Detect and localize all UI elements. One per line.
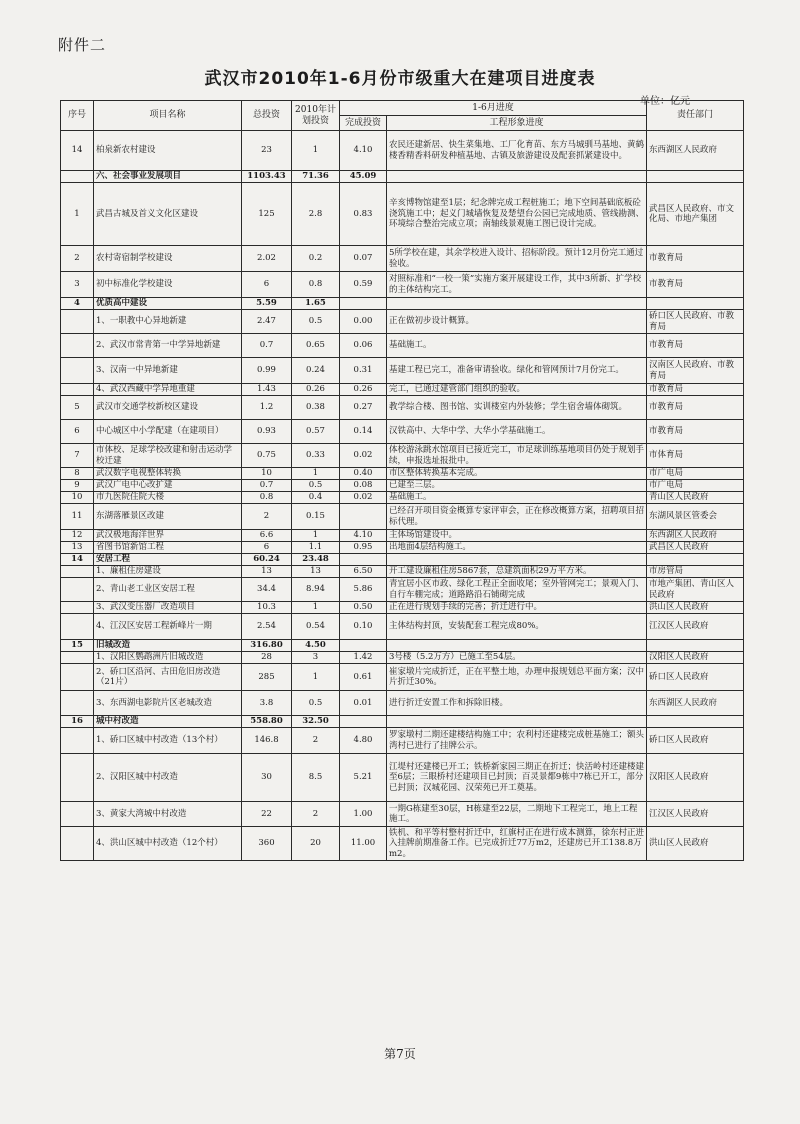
row-seq: 13 [61,542,94,554]
row-dept: 市教育局 [647,396,744,420]
row-progress: 进行折迁安置工作和拆除旧楼。 [387,691,647,716]
row-progress: 一期G栋建至30层，H栋建至22层，二期地下工程完工，地上工程施工。 [387,802,647,827]
header-done: 完成投资 [340,116,387,131]
row-total: 6 [242,542,292,554]
row-seq [61,802,94,827]
row-total: 285 [242,664,292,691]
table-row [61,578,744,602]
row-progress: 已建至三层。 [387,480,647,492]
table-row [61,358,744,384]
row-plan: 1 [292,664,340,691]
row-plan: 1 [292,530,340,542]
row-seq [61,614,94,640]
row-progress: 基础施工。 [387,334,647,358]
table-row [61,530,744,542]
row-seq [61,171,94,183]
row-total: 0.93 [242,420,292,444]
row-name: 2、硚口区沿河、古田危旧房改造（21片） [94,664,242,691]
row-progress [387,554,647,566]
row-progress [387,640,647,652]
row-name: 3、武汉变压器厂改造项目 [94,602,242,614]
row-progress: 市区整体转换基本完成。 [387,468,647,480]
row-name: 2、武汉市常青第一中学异地新建 [94,334,242,358]
attachment-label: 附件二 [58,36,107,54]
row-progress: 罗家墩村二期还建楼结构施工中；农利村还建楼完成桩基施工；额头湾村已进行了挂牌公示。 [387,728,647,754]
row-dept: 硚口区人民政府 [647,664,744,691]
page-number: 第7页 [384,1047,416,1061]
row-plan: 0.8 [292,272,340,298]
table-row [61,444,744,468]
table-row [61,691,744,716]
row-plan: 0.5 [292,691,340,716]
row-plan: 0.38 [292,396,340,420]
row-plan: 0.15 [292,504,340,530]
row-done: 1.00 [340,802,387,827]
row-seq [61,334,94,358]
row-name: 2、青山老工业区安居工程 [94,578,242,602]
row-done: 0.50 [340,602,387,614]
row-done: 5.86 [340,578,387,602]
row-name: 2、汉阳区城中村改造 [94,754,242,802]
header-seq: 序号 [61,101,94,131]
table-row [61,183,744,246]
table-row [61,566,744,578]
row-total: 10 [242,468,292,480]
row-total: 1103.43 [242,171,292,183]
row-name: 武汉极地海洋世界 [94,530,242,542]
table-row [61,420,744,444]
row-done: 4.80 [340,728,387,754]
row-total: 360 [242,827,292,861]
table-row [61,492,744,504]
row-dept [647,298,744,310]
row-dept: 市广电局 [647,468,744,480]
row-dept [647,640,744,652]
row-total: 22 [242,802,292,827]
row-done: 0.02 [340,492,387,504]
row-plan: 2 [292,802,340,827]
row-seq: 8 [61,468,94,480]
table-row [61,602,744,614]
row-progress: 对照标准和“一校一策”实施方案开展建设工作，其中3所新、扩学校的主体结构完工。 [387,272,647,298]
table-row [61,664,744,691]
row-plan: 0.5 [292,480,340,492]
row-done: 0.06 [340,334,387,358]
row-dept: 汉南区人民政府、市教育局 [647,358,744,384]
row-seq [61,691,94,716]
row-name: 市体校、足球学校改建和射击运动学校迁建 [94,444,242,468]
row-progress: 汉铁高中、大华中学、大华小学基础施工。 [387,420,647,444]
row-dept: 东湖风景区管委会 [647,504,744,530]
row-done: 0.59 [340,272,387,298]
row-dept: 汉阳区人民政府 [647,652,744,664]
header-name: 项目名称 [94,101,242,131]
row-dept: 青山区人民政府 [647,492,744,504]
row-total: 125 [242,183,292,246]
row-seq: 9 [61,480,94,492]
row-plan: 1 [292,468,340,480]
row-dept: 东西湖区人民政府 [647,530,744,542]
row-plan: 0.33 [292,444,340,468]
row-total: 316.80 [242,640,292,652]
table-row [61,298,744,310]
row-dept: 洪山区人民政府 [647,827,744,861]
row-done [340,554,387,566]
row-progress: 正在做初步设计概算。 [387,310,647,334]
row-dept: 东西湖区人民政府 [647,691,744,716]
row-total: 23 [242,131,292,171]
row-progress: 农民还建新居、快生菜集地、工厂化育苗、东方马城驯马基地、黄鹤楼香精香料研发种植基地、古镇及旅游建设及配套抓紧建设中。 [387,131,647,171]
row-dept: 洪山区人民政府 [647,602,744,614]
row-plan: 0.65 [292,334,340,358]
table-row [61,754,744,802]
row-name: 1、廉租住房建设 [94,566,242,578]
row-seq: 1 [61,183,94,246]
row-plan: 0.4 [292,492,340,504]
row-done [340,504,387,530]
row-progress: 江堤村还建楼已开工；铁桥新家园三期正在折迁；快活岭村还建楼建至6层；三眼桥村还建项目已封顶；百灵景都9栋中7栋已开工，部分已封顶；汉城花园、汉荣苑已开工奠基。 [387,754,647,802]
table-row [61,131,744,171]
row-seq: 4 [61,298,94,310]
row-done: 11.00 [340,827,387,861]
row-total: 34.4 [242,578,292,602]
row-done: 0.14 [340,420,387,444]
row-plan: 0.26 [292,384,340,396]
row-total: 6 [242,272,292,298]
row-done: 0.07 [340,246,387,272]
row-seq [61,652,94,664]
row-dept [647,171,744,183]
row-plan: 0.54 [292,614,340,640]
table-row [61,640,744,652]
row-progress: 5所学校在建，其余学校进入设计、招标阶段。预计12月份完工通过验收。 [387,246,647,272]
row-plan: 0.5 [292,310,340,334]
row-total: 30 [242,754,292,802]
row-dept [647,716,744,728]
row-plan: 0.57 [292,420,340,444]
row-progress [387,716,647,728]
row-name: 东湖落雁景区改建 [94,504,242,530]
table-row [61,480,744,492]
row-name: 3、东西湖电影院片区老城改造 [94,691,242,716]
row-dept: 市教育局 [647,384,744,396]
row-plan: 1.1 [292,542,340,554]
row-done: 0.26 [340,384,387,396]
table-row [61,334,744,358]
row-total: 2.47 [242,310,292,334]
row-dept: 江汉区人民政府 [647,614,744,640]
row-progress [387,298,647,310]
table-row [61,246,744,272]
table-row [61,652,744,664]
row-progress: 铁机、和平等村整村折迁中，红旗村正在进行成本测算，徐东村正进入挂牌前期准备工作。已完成折迁77万m2，还建房已开工138.8万m2。 [387,827,647,861]
row-dept: 市教育局 [647,334,744,358]
row-seq: 10 [61,492,94,504]
row-progress: 已经召开项目资金概算专家评审会，正在修改概算方案，招聘项目招标代理。 [387,504,647,530]
header-image: 工程形象进度 [387,116,647,131]
row-name: 3、汉南一中异地新建 [94,358,242,384]
row-progress: 完工，已通过建管部门组织的验收。 [387,384,647,396]
row-done: 4.10 [340,530,387,542]
row-dept [647,554,744,566]
row-done: 0.27 [340,396,387,420]
row-total: 146.8 [242,728,292,754]
row-done: 0.10 [340,614,387,640]
row-name: 4、洪山区城中村改造（12个村） [94,827,242,861]
row-name: 初中标准化学校建设 [94,272,242,298]
row-total: 60.24 [242,554,292,566]
row-total: 3.8 [242,691,292,716]
header-total: 总投资 [242,101,292,131]
table-row [61,384,744,396]
row-total: 0.99 [242,358,292,384]
row-seq: 14 [61,554,94,566]
row-name: 4、江汉区安居工程新峰片一期 [94,614,242,640]
row-done [340,640,387,652]
row-done: 45.09 [340,171,387,183]
table-row [61,614,744,640]
row-name: 武昌古城及首义文化区建设 [94,183,242,246]
row-plan: 2.8 [292,183,340,246]
table-row [61,827,744,861]
table-row [61,504,744,530]
row-total: 2 [242,504,292,530]
row-total: 2.54 [242,614,292,640]
row-seq: 6 [61,420,94,444]
row-plan: 71.36 [292,171,340,183]
row-progress: 开工建设廉租住房5867套，总建筑面积29万平方米。 [387,566,647,578]
row-progress: 出地面4层结构施工。 [387,542,647,554]
row-dept: 汉阳区人民政府 [647,754,744,802]
row-dept: 市教育局 [647,272,744,298]
row-name: 优质高中建设 [94,298,242,310]
row-total: 1.2 [242,396,292,420]
row-done: 0.83 [340,183,387,246]
row-dept: 武昌区人民政府、市文化局、市地产集团 [647,183,744,246]
row-progress: 正在进行规划手续的完善；折迁进行中。 [387,602,647,614]
table-row [61,716,744,728]
header-progress-group: 1-6月进度 [340,101,647,116]
row-progress: 体校游泳跳水馆项目已接近完工，市足球训练基地项目仍处于规划手续，申报选址报批中。 [387,444,647,468]
row-progress: 教学综合楼、图书馆、实训楼室内外装修；学生宿舍墙体砌筑。 [387,396,647,420]
row-seq: 14 [61,131,94,171]
row-dept: 市广电局 [647,480,744,492]
row-done: 0.02 [340,444,387,468]
row-total: 6.6 [242,530,292,542]
row-seq [61,664,94,691]
row-plan: 4.50 [292,640,340,652]
table-row [61,171,744,183]
row-name: 1、硚口区城中村改造（13个村） [94,728,242,754]
row-total: 2.02 [242,246,292,272]
row-seq [61,384,94,396]
progress-table [60,100,744,861]
row-done: 0.00 [340,310,387,334]
row-progress: 主体结构封顶，安装配套工程完成80%。 [387,614,647,640]
row-total: 10.3 [242,602,292,614]
header-plan: 2010年计划投资 [292,101,340,131]
row-seq: 16 [61,716,94,728]
row-done: 0.40 [340,468,387,480]
table-row [61,554,744,566]
row-name: 1、汉阳区鹦鹉洲片旧城改造 [94,652,242,664]
row-name: 1、一职教中心异地新建 [94,310,242,334]
row-dept: 市房管局 [647,566,744,578]
row-name: 安居工程 [94,554,242,566]
unit-label: 单位：亿元 [640,96,690,107]
row-name: 旧城改造 [94,640,242,652]
row-seq: 3 [61,272,94,298]
row-seq [61,578,94,602]
row-seq: 12 [61,530,94,542]
row-progress: 3号楼（5.2万方）已施工至54层。 [387,652,647,664]
row-done: 5.21 [340,754,387,802]
table-body [61,131,744,861]
page-title: 武汉市2010年1-6月份市级重大在建项目进度表 [204,69,596,89]
row-name: 市九医院住院大楼 [94,492,242,504]
row-dept: 市教育局 [647,420,744,444]
table-row [61,802,744,827]
row-total: 1.43 [242,384,292,396]
row-done: 0.31 [340,358,387,384]
row-progress: 辛亥博物馆建至1层；纪念牌完成工程桩施工；地下空间基础底板砼浇筑施工中；起义门城墙恢复及楚望台公园已完成地质、管线勘测、环境综合整治完成立项；南轴线景观施工图已设计完成。 [387,183,647,246]
row-plan: 0.24 [292,358,340,384]
row-done [340,298,387,310]
row-progress: 青宜居小区市政、绿化工程正全面收尾；室外管网完工；景观入门、自行车棚完成；道路路沿石铺砌完成 [387,578,647,602]
row-done: 0.61 [340,664,387,691]
row-done [340,716,387,728]
row-name: 3、黄家大湾城中村改造 [94,802,242,827]
row-seq [61,358,94,384]
row-plan: 1 [292,602,340,614]
row-name: 柏泉新农村建设 [94,131,242,171]
row-plan: 3 [292,652,340,664]
row-done: 4.10 [340,131,387,171]
row-total: 0.75 [242,444,292,468]
row-plan: 23.48 [292,554,340,566]
row-total: 13 [242,566,292,578]
row-done: 0.08 [340,480,387,492]
row-seq: 5 [61,396,94,420]
row-plan: 13 [292,566,340,578]
row-total: 0.8 [242,492,292,504]
table-row [61,310,744,334]
table-row [61,542,744,554]
row-dept: 硚口区人民政府、市教育局 [647,310,744,334]
row-plan: 0.2 [292,246,340,272]
row-total: 0.7 [242,480,292,492]
row-name: 武汉数字电视整体转换 [94,468,242,480]
row-dept: 市教育局 [647,246,744,272]
row-progress [387,171,647,183]
row-name: 六、社会事业发展项目 [94,171,242,183]
row-total: 558.80 [242,716,292,728]
row-name: 中心城区中小学配建（在建项目） [94,420,242,444]
row-seq [61,602,94,614]
row-plan: 1 [292,131,340,171]
row-progress: 主体场馆建设中。 [387,530,647,542]
row-total: 0.7 [242,334,292,358]
row-seq [61,728,94,754]
row-seq: 15 [61,640,94,652]
row-done: 0.95 [340,542,387,554]
row-plan: 20 [292,827,340,861]
row-seq [61,754,94,802]
table-row [61,396,744,420]
row-seq: 7 [61,444,94,468]
row-seq: 11 [61,504,94,530]
row-dept: 市体育局 [647,444,744,468]
row-dept: 江汉区人民政府 [647,802,744,827]
row-progress: 基建工程已完工，准备审请验收。绿化和管网预计7月份完工。 [387,358,647,384]
row-done: 0.01 [340,691,387,716]
row-name: 农村寄宿制学校建设 [94,246,242,272]
row-name: 省图书馆新馆工程 [94,542,242,554]
table-row [61,272,744,298]
row-progress: 基础施工。 [387,492,647,504]
row-plan: 8.5 [292,754,340,802]
row-total: 28 [242,652,292,664]
row-plan: 2 [292,728,340,754]
row-seq [61,827,94,861]
header-dept: 责任部门 [647,101,744,131]
row-plan: 8.94 [292,578,340,602]
row-seq [61,310,94,334]
row-seq [61,566,94,578]
row-progress: 崔家墩片完成折迁，正在平整土地，办理申报规划总平面方案；汉中片折迁30%。 [387,664,647,691]
row-dept: 硚口区人民政府 [647,728,744,754]
row-dept: 武昌区人民政府 [647,542,744,554]
row-name: 武汉广电中心改扩建 [94,480,242,492]
row-plan: 32.50 [292,716,340,728]
row-dept: 市地产集团、青山区人民政府 [647,578,744,602]
row-dept: 东西湖区人民政府 [647,131,744,171]
row-done: 1.42 [340,652,387,664]
row-seq: 2 [61,246,94,272]
table-row [61,728,744,754]
row-total: 5.59 [242,298,292,310]
row-name: 武汉市交通学校新校区建设 [94,396,242,420]
row-plan: 1.65 [292,298,340,310]
row-done: 6.50 [340,566,387,578]
row-name: 城中村改造 [94,716,242,728]
row-name: 4、武汉西藏中学异地重建 [94,384,242,396]
table-row [61,468,744,480]
